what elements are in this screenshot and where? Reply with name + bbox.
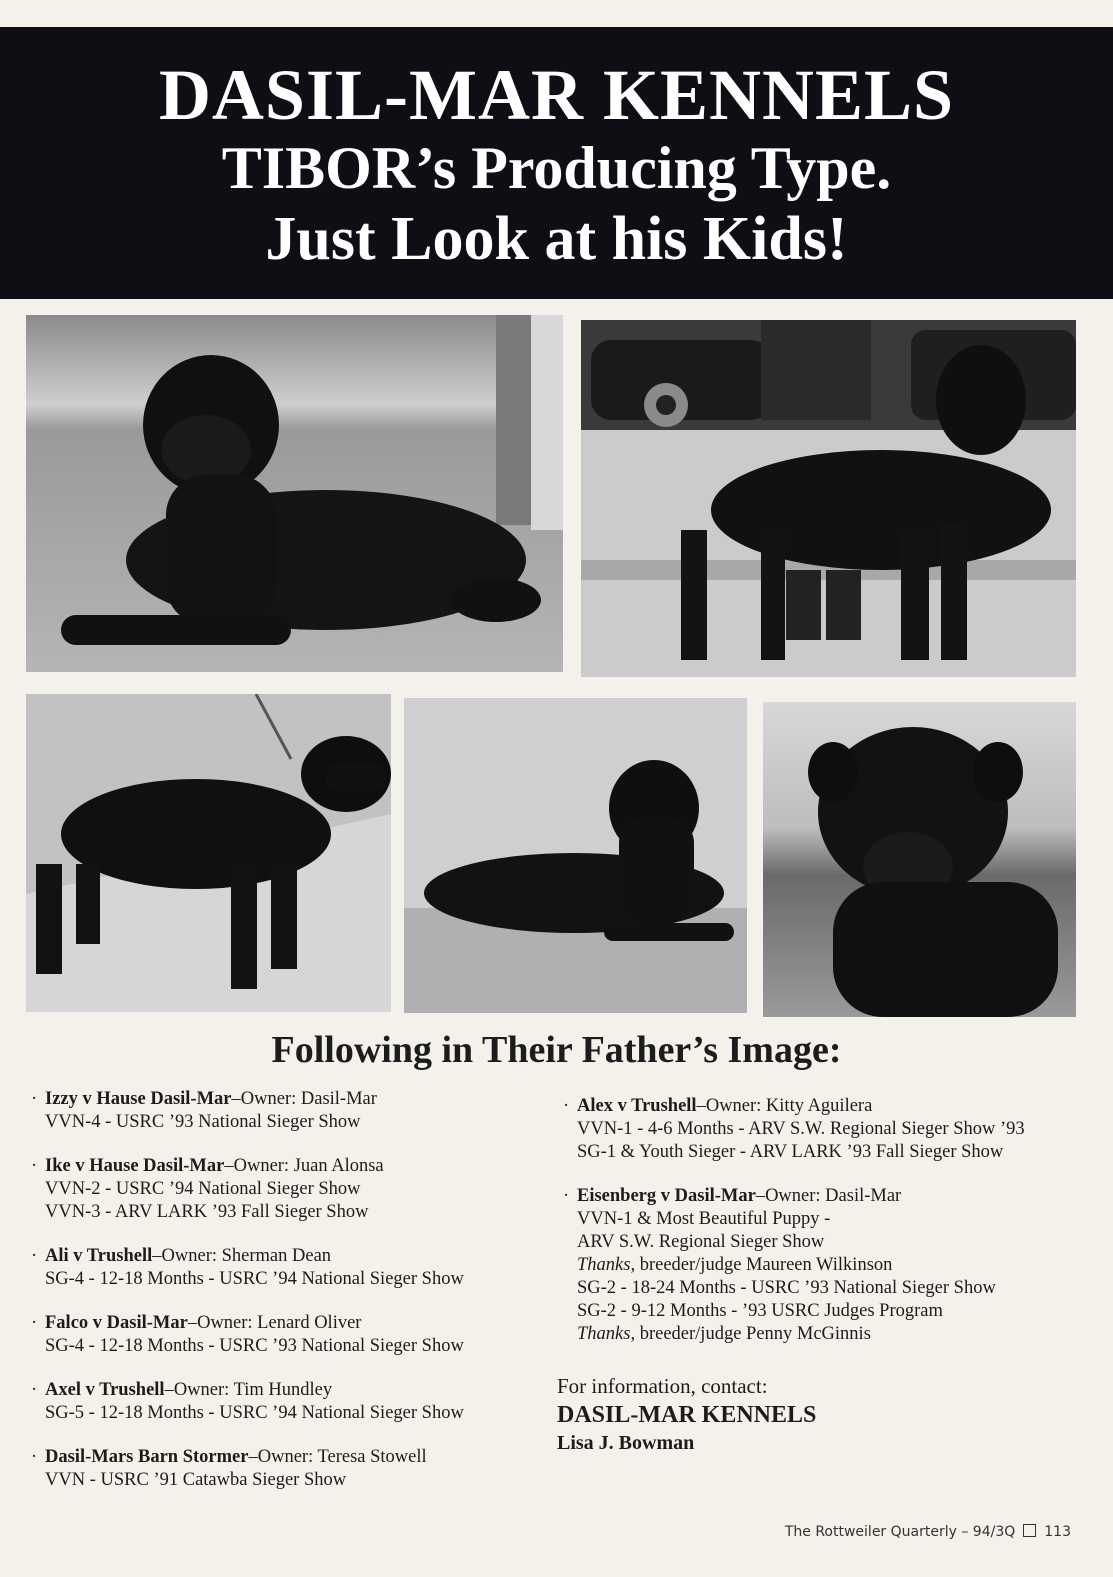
list-item xyxy=(31,1155,551,1224)
award-line: SG-4 - 12-18 Months - USRC ’93 National Sieger Show xyxy=(45,1336,464,1356)
contact-person: Lisa J. Bowman xyxy=(557,1432,695,1454)
thanks-label: Thanks, xyxy=(577,1255,636,1275)
photo-rottweiler-lying-grass xyxy=(26,315,563,672)
award-line: SG-2 - 9-12 Months - ’93 USRC Judges Program xyxy=(577,1301,943,1321)
list-item xyxy=(563,1095,1083,1164)
page-number: 113 xyxy=(1044,1524,1071,1540)
owner: –Owner: Dasil-Mar xyxy=(755,1186,902,1206)
owner: –Owner: Dasil-Mar xyxy=(231,1089,377,1109)
award-line: VVN - USRC ’91 Catawba Sieger Show xyxy=(45,1470,347,1490)
dog-name: Izzy v Hause Dasil-Mar xyxy=(45,1089,232,1109)
photo-rottweiler-standing-street xyxy=(581,320,1076,677)
photo-rottweiler-stacked-profile xyxy=(26,694,391,1012)
award-line: SG-1 & Youth Sieger - ARV LARK ’93 Fall Sieger Show xyxy=(577,1142,1004,1162)
banner-tagline: Just Look at his Kids! xyxy=(265,205,848,273)
page-footer xyxy=(785,1524,1071,1540)
dog-name: Alex v Trushell xyxy=(577,1096,697,1116)
award-line: SG-2 - 18-24 Months - USRC ’93 National Sieger Show xyxy=(577,1278,996,1298)
owner: –Owner: Teresa Stowell xyxy=(248,1447,427,1467)
bullet: · xyxy=(31,1447,38,1467)
owner: –Owner: Tim Hundley xyxy=(164,1380,333,1400)
owner: –Owner: Kitty Aguilera xyxy=(696,1096,873,1116)
list-item xyxy=(31,1446,551,1492)
right-column xyxy=(563,1095,1083,1367)
list-item xyxy=(31,1245,551,1291)
owner: –Owner: Juan Alonsa xyxy=(224,1156,384,1176)
bullet: · xyxy=(31,1089,38,1109)
kennel-title: DASIL-MAR KENNELS xyxy=(158,55,955,135)
award-line: VVN-3 - ARV LARK ’93 Fall Sieger Show xyxy=(45,1202,369,1222)
bullet: · xyxy=(31,1246,38,1266)
square-icon xyxy=(1023,1524,1036,1537)
contact-label: For information, contact: xyxy=(557,1374,768,1398)
award-line: VVN-4 - USRC ’93 National Sieger Show xyxy=(45,1112,361,1132)
award-line: VVN-1 & Most Beautiful Puppy - xyxy=(577,1209,831,1229)
award-line: ARV S.W. Regional Sieger Show xyxy=(577,1232,825,1252)
dog-name: Dasil-Mars Barn Stormer xyxy=(45,1447,249,1467)
list-item xyxy=(31,1312,551,1358)
owner: –Owner: Lenard Oliver xyxy=(187,1313,362,1333)
bullet: · xyxy=(31,1156,38,1176)
dog-name: Falco v Dasil-Mar xyxy=(45,1313,188,1333)
thanks-text: breeder/judge Maureen Wilkinson xyxy=(635,1255,893,1275)
title-banner xyxy=(0,27,1113,299)
dog-name: Ike v Hause Dasil-Mar xyxy=(45,1156,225,1176)
thanks-text: breeder/judge Penny McGinnis xyxy=(635,1324,871,1344)
bullet: · xyxy=(563,1186,570,1206)
publication-name: The Rottweiler Quarterly – 94/3Q xyxy=(784,1524,1016,1540)
dog-name: Ali v Trushell xyxy=(45,1246,153,1266)
section-heading: Following in Their Father’s Image: xyxy=(271,1029,842,1071)
award-line: VVN-2 - USRC ’94 National Sieger Show xyxy=(45,1179,361,1199)
dog-name: Eisenberg v Dasil-Mar xyxy=(577,1186,756,1206)
left-column xyxy=(31,1088,551,1513)
award-line: VVN-1 - 4-6 Months - ARV S.W. Regional Sieger Show ’93 xyxy=(577,1119,1025,1139)
banner-subtitle: TIBOR’s Producing Type. xyxy=(221,135,892,201)
thanks-label: Thanks, xyxy=(577,1324,636,1344)
photo-rottweiler-lying-field xyxy=(404,698,747,1013)
list-item xyxy=(31,1379,551,1425)
dog-name: Axel v Trushell xyxy=(45,1380,165,1400)
list-item xyxy=(31,1088,551,1134)
award-line: SG-4 - 12-18 Months - USRC ’94 National Sieger Show xyxy=(45,1269,464,1289)
contact-block xyxy=(557,1372,816,1456)
bullet: · xyxy=(563,1096,570,1116)
owner: –Owner: Sherman Dean xyxy=(152,1246,332,1266)
contact-kennel: DASIL-MAR KENNELS xyxy=(557,1402,817,1428)
bullet: · xyxy=(31,1380,38,1400)
award-line: SG-5 - 12-18 Months - USRC ’94 National Sieger Show xyxy=(45,1403,464,1423)
list-item xyxy=(563,1185,1083,1346)
photo-rottweiler-head-portrait xyxy=(763,702,1076,1017)
bullet: · xyxy=(31,1313,38,1333)
